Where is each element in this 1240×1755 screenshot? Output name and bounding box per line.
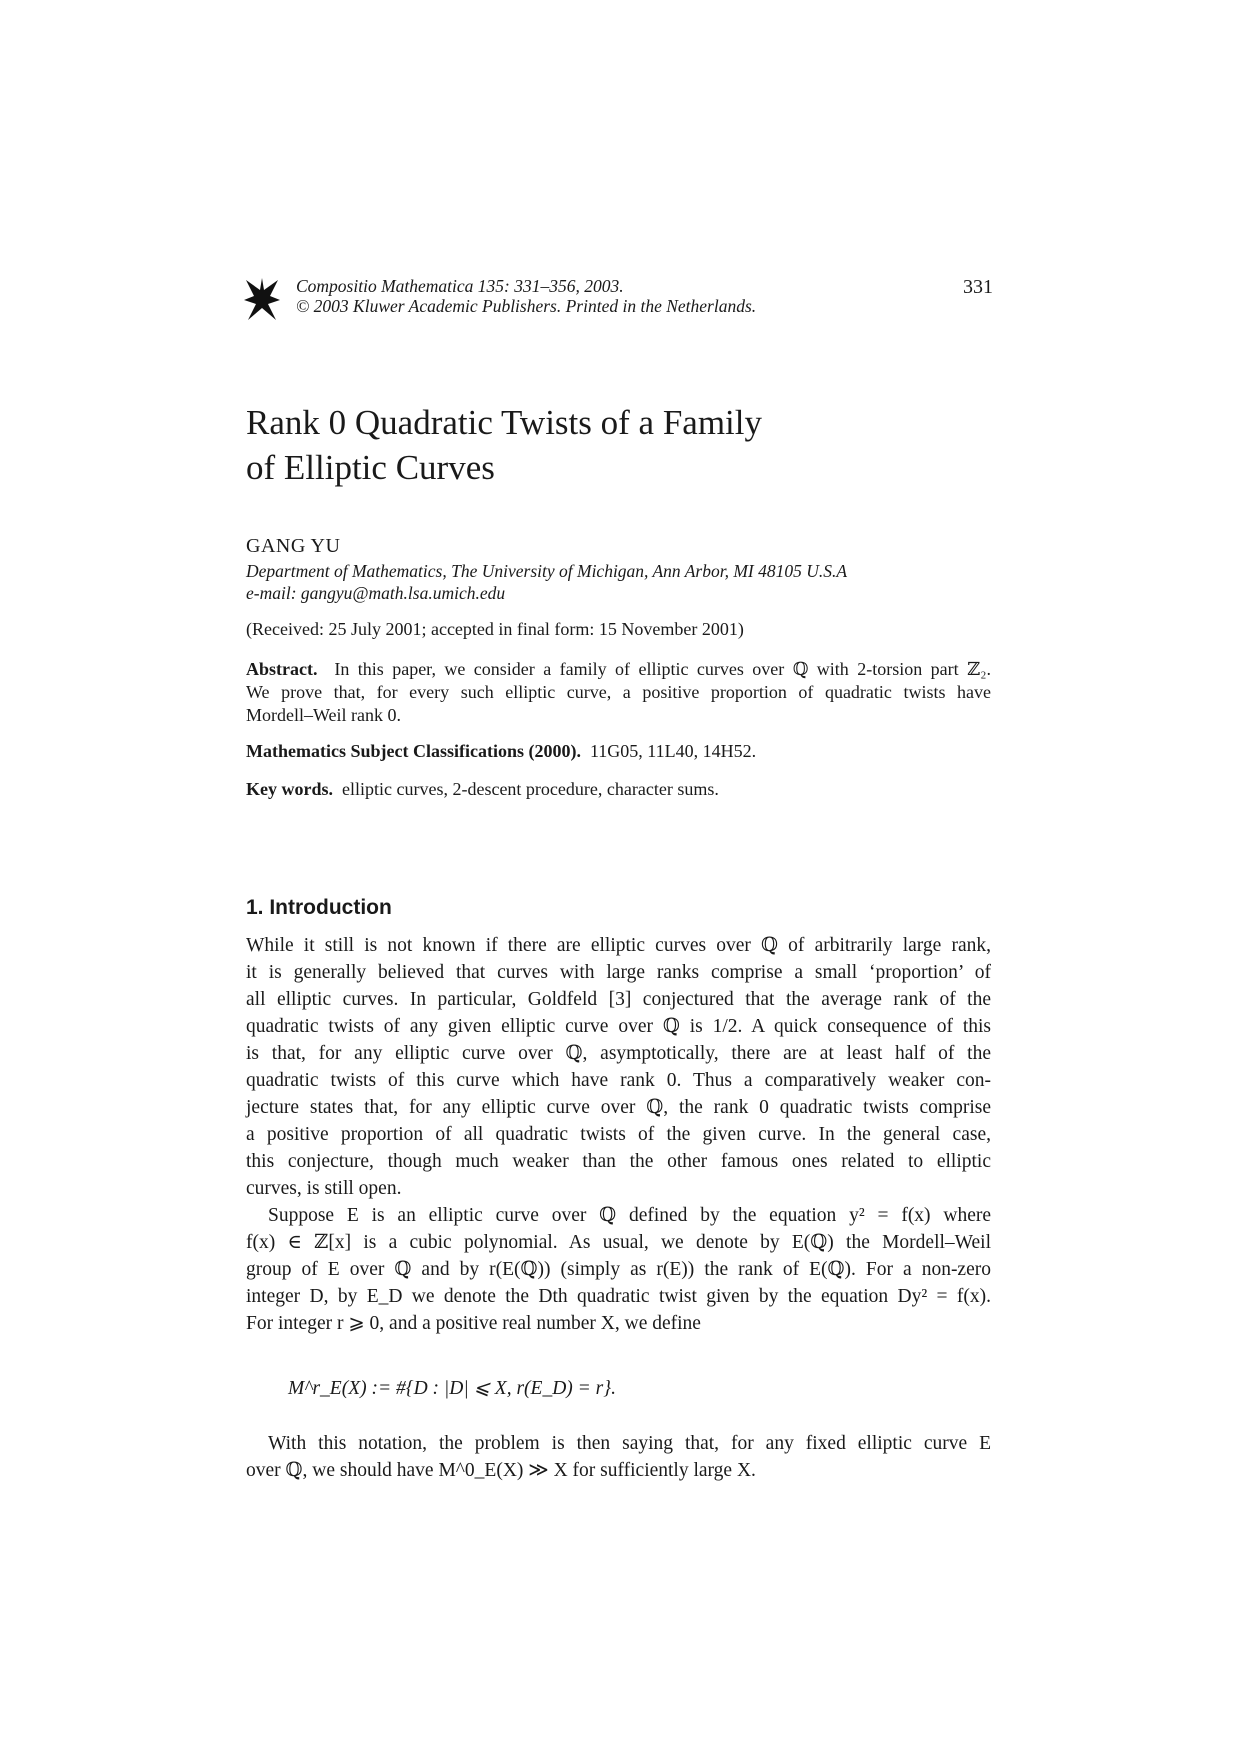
email: e-mail: gangyu@math.lsa.umich.edu [246, 583, 506, 603]
affiliation: Department of Mathematics, The University of Michigan, Ann Arbor, MI 48105 U.S.A [246, 561, 848, 581]
p1-line: it is generally believed that curves with large ranks comprise a small ‘proportion’ of [246, 962, 991, 983]
p1-line: quadratic twists of this curve which have rank 0. Thus a comparatively weaker con- [246, 1070, 991, 1091]
author-affiliation-block [246, 560, 847, 604]
display-equation: M^r_E(X) := #{D : |D| ⩽ X, r(E_D) = r}. [288, 1378, 616, 1399]
p3-line: With this notation, the problem is then saying that, for any fixed elliptic curve E [268, 1433, 991, 1454]
abstract-line-1: In this paper, we consider a family of elliptic curves over ℚ with 2-torsion part ℤ₂. [334, 659, 991, 679]
p1-line: While it still is not known if there are elliptic curves over ℚ of arbitrarily large rank, [246, 935, 991, 956]
p1-line: is that, for any elliptic curve over ℚ, asymptotically, there are at least half of the [246, 1043, 991, 1064]
abstract-line-3: Mordell–Weil rank 0. [246, 705, 402, 725]
section-title: 1. Introduction [246, 896, 392, 919]
page-number: 331 [963, 276, 993, 298]
paper-title [246, 400, 991, 490]
title-line-1: Rank 0 Quadratic Twists of a Family [246, 403, 762, 442]
p2-line: group of E over ℚ and by r(E(ℚ)) (simply as r(E)) the rank of E(ℚ). For a non-zero [246, 1259, 991, 1280]
journal-citation [296, 276, 756, 316]
p1-line: jecture states that, for any elliptic curve over ℚ, the rank 0 quadratic twists comprise [246, 1097, 991, 1118]
journal-line-1: Compositio Mathematica 135: 331–356, 2003. [296, 276, 624, 296]
msc-label: Mathematics Subject Classifications (2000). [246, 741, 581, 761]
p2-line: For integer r ⩾ 0, and a positive real number X, we define [246, 1313, 701, 1334]
author-name: GANG YU [246, 535, 341, 557]
title-line-2: of Elliptic Curves [246, 448, 495, 487]
abstract [246, 658, 991, 727]
received-dates: (Received: 25 July 2001; accepted in final form: 15 November 2001) [246, 619, 744, 639]
p2-line: integer D, by E_D we denote the Dth quadratic twist given by the equation Dy² = f(x). [246, 1286, 991, 1307]
p1-line: a positive proportion of all quadratic twists of the given curve. In the general case, [246, 1124, 991, 1145]
publisher-logo-icon [244, 276, 280, 322]
p1-line: all elliptic curves. In particular, Goldfeld [3] conjectured that the average rank of the [246, 989, 991, 1010]
keywords-label: Key words. [246, 779, 333, 799]
abstract-line-2: We prove that, for every such elliptic curve, a positive proportion of quadratic twists have [246, 682, 991, 702]
keywords-value: elliptic curves, 2-descent procedure, character sums. [342, 779, 719, 799]
paragraph-2 [246, 1202, 991, 1337]
paragraph-1 [246, 932, 991, 1202]
p2-line: Suppose E is an elliptic curve over ℚ defined by the equation y² = f(x) where [268, 1205, 991, 1226]
abstract-label: Abstract. [246, 659, 318, 679]
journal-line-2: © 2003 Kluwer Academic Publishers. Printed in the Netherlands. [296, 296, 757, 316]
p1-line: this conjecture, though much weaker than the other famous ones related to elliptic [246, 1151, 991, 1172]
paragraph-3 [246, 1430, 991, 1484]
msc-value: 11G05, 11L40, 14H52. [589, 741, 757, 761]
p1-line: quadratic twists of any given elliptic curve over ℚ is 1/2. A quick consequence of this [246, 1016, 991, 1037]
p1-line: curves, is still open. [246, 1178, 402, 1199]
section-heading [246, 895, 392, 920]
keywords [246, 779, 719, 800]
p3-line: over ℚ, we should have M^0_E(X) ≫ X for sufficiently large X. [246, 1460, 756, 1481]
subject-classifications [246, 741, 756, 762]
p2-line: f(x) ∈ ℤ[x] is a cubic polynomial. As usual, we denote by E(ℚ) the Mordell–Weil [246, 1232, 991, 1253]
